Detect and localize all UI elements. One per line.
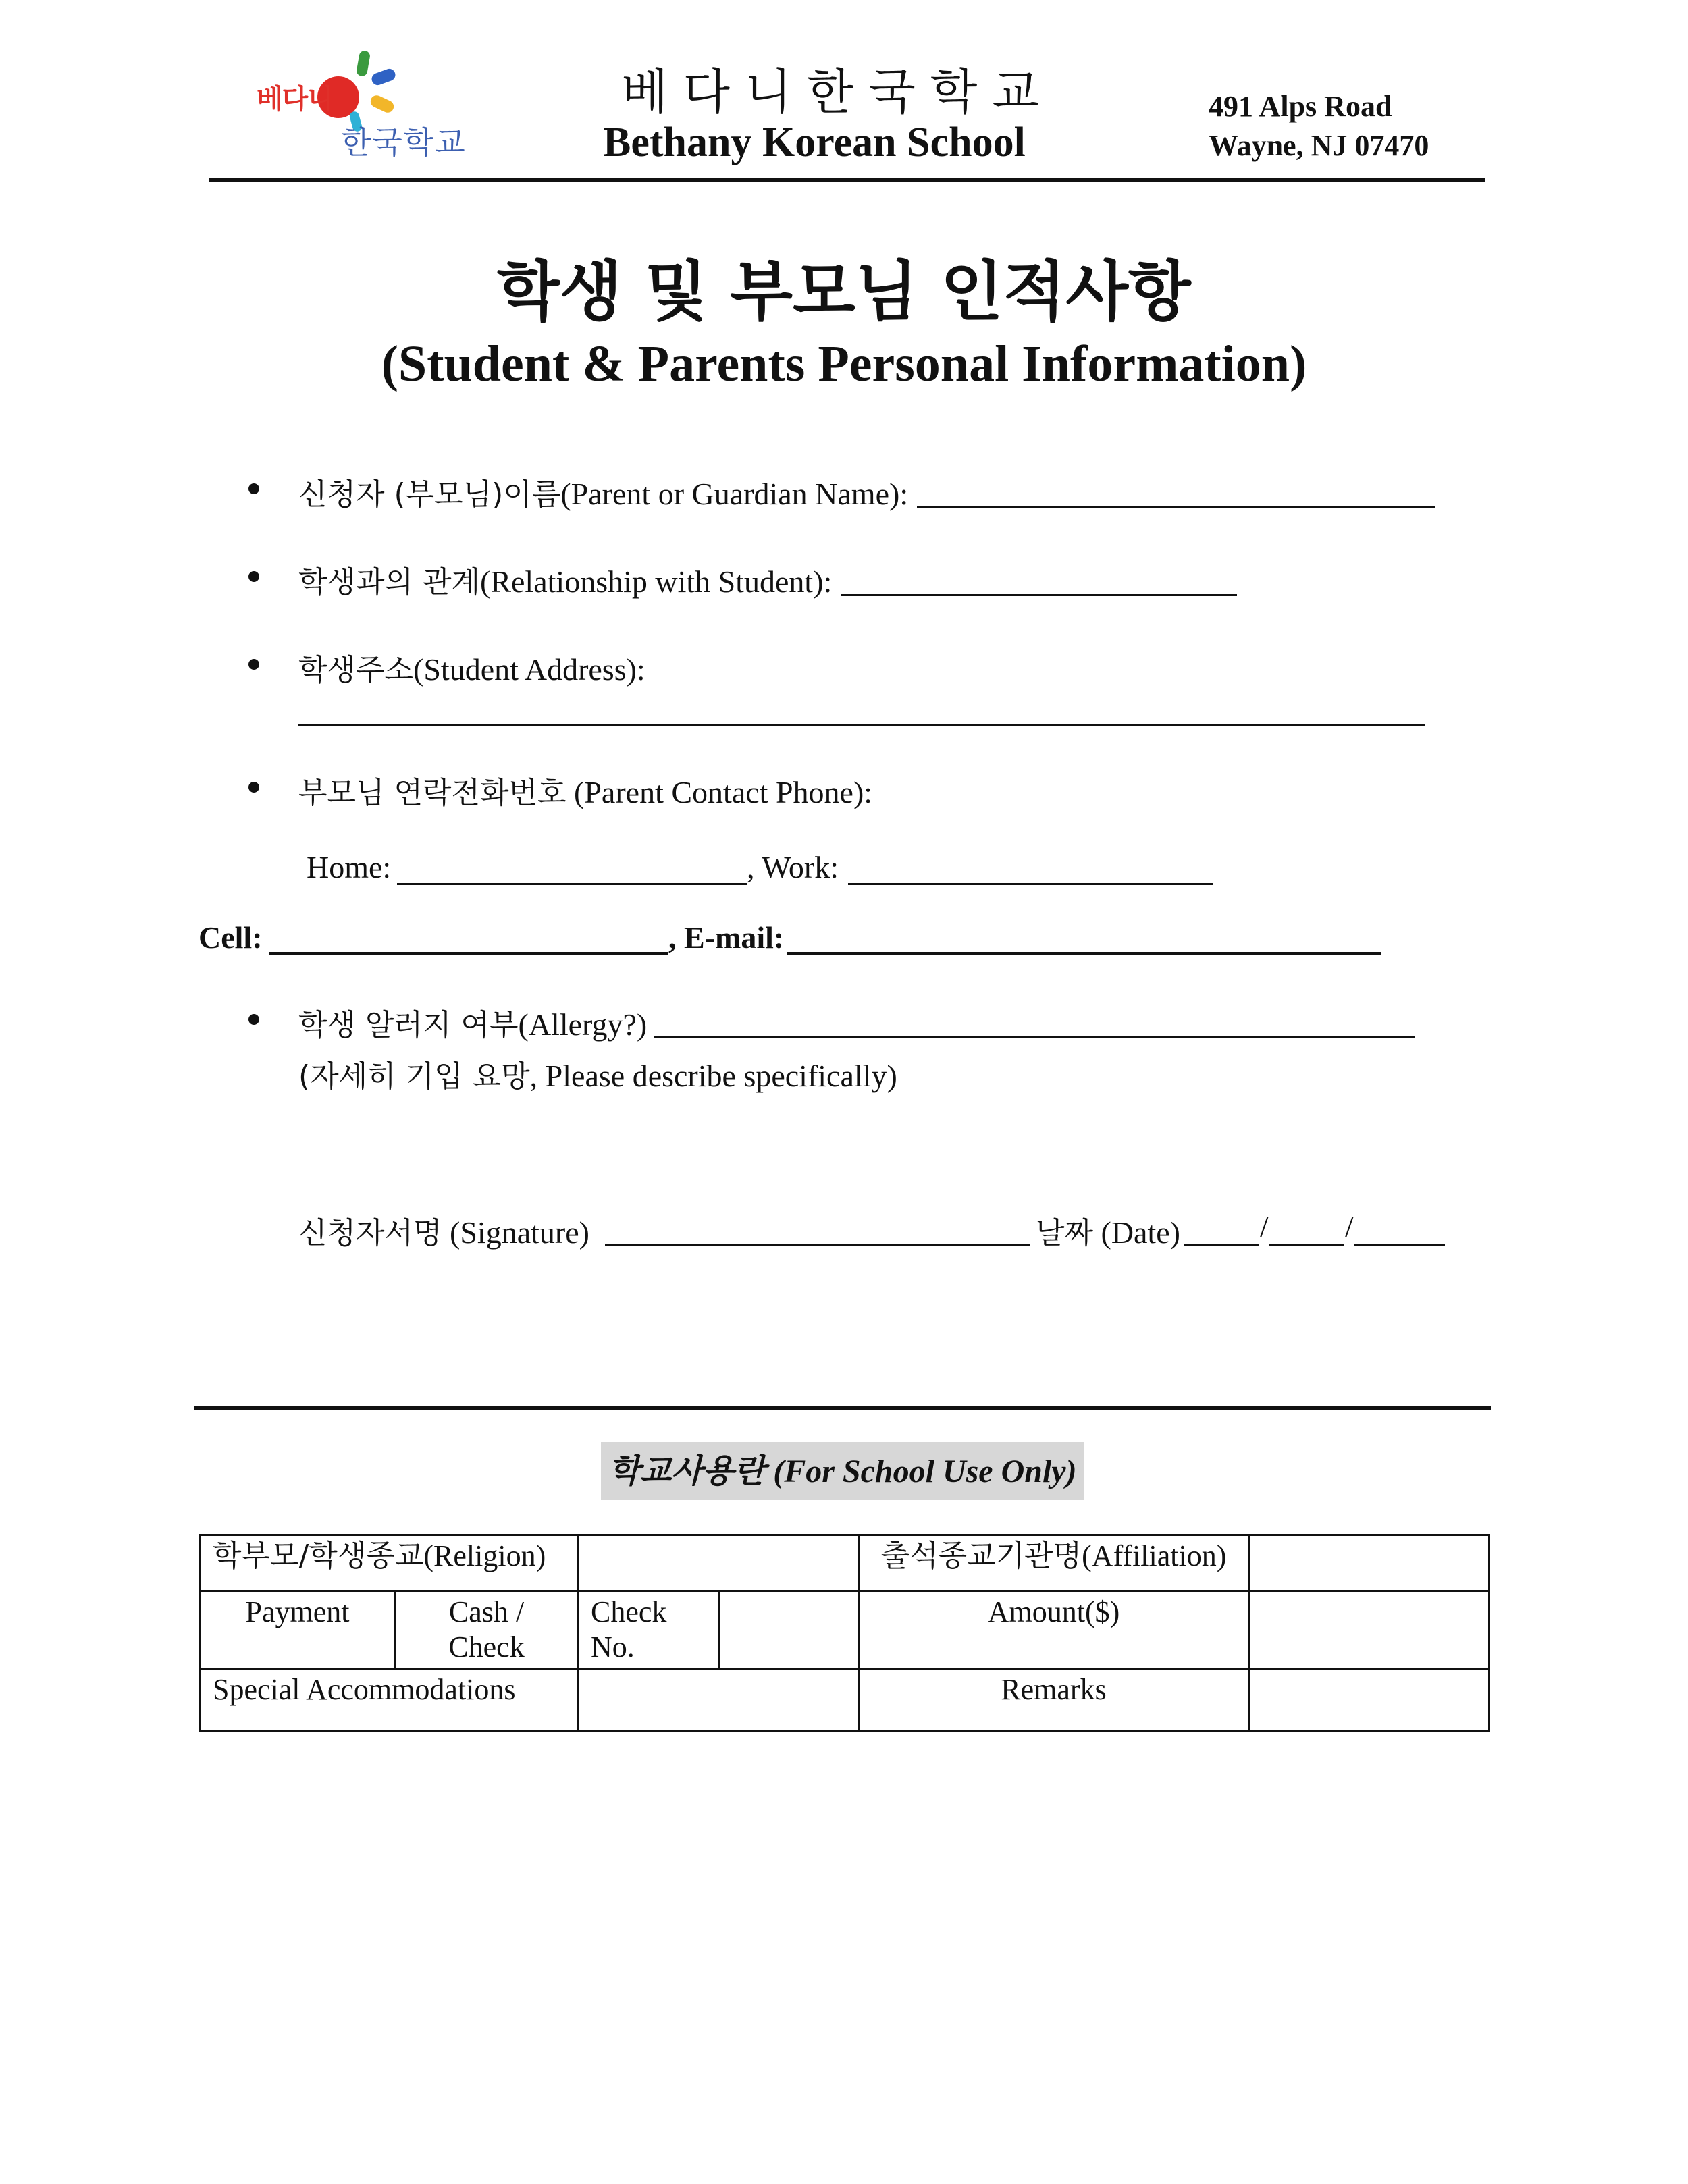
special-accommodations-label-cell xyxy=(200,1669,578,1732)
affiliation-label-en: (Affiliation) xyxy=(1082,1539,1227,1572)
date-month-field[interactable] xyxy=(1184,1244,1259,1246)
allergy-field[interactable] xyxy=(654,1036,1415,1038)
logo-petal-blue xyxy=(370,67,397,86)
religion-label-cell xyxy=(200,1535,578,1591)
date-label-ko: 날짜 xyxy=(1036,1216,1094,1250)
allergy-note xyxy=(298,1052,897,1095)
email-label: , E-mail: xyxy=(668,920,785,955)
special-accommodations-value-cell[interactable] xyxy=(578,1669,859,1732)
logo-petal-yellow xyxy=(369,93,396,115)
parent-name-label-en: (Parent or Guardian Name): xyxy=(560,477,909,511)
parent-name-label xyxy=(298,470,908,513)
payment-label: Payment xyxy=(245,1595,350,1628)
logo-petal-green xyxy=(356,50,371,77)
signature-label-ko: 신청자서명 xyxy=(298,1216,442,1250)
cell-phone-label: Cell: xyxy=(199,920,263,955)
home-phone-field[interactable] xyxy=(397,883,747,885)
date-label-en: (Date) xyxy=(1093,1215,1180,1250)
affiliation-label-cell xyxy=(859,1535,1249,1591)
special-accommodations-label: Special Accommodations xyxy=(213,1673,516,1706)
logo-text-top: 베다니 xyxy=(257,84,333,115)
amount-label: Amount($) xyxy=(987,1595,1120,1628)
signature-field[interactable] xyxy=(605,1244,1030,1246)
religion-label-en: (Religion) xyxy=(423,1539,546,1572)
table-row xyxy=(200,1535,1489,1591)
school-use-heading-en: (For School Use Only) xyxy=(765,1454,1077,1489)
bullet-icon xyxy=(248,571,259,582)
affiliation-label-ko: 출석종교기관명 xyxy=(880,1539,1082,1573)
date-year-field[interactable] xyxy=(1354,1244,1445,1246)
signature-label-en: (Signature) xyxy=(442,1215,589,1250)
amount-label-cell xyxy=(859,1591,1249,1669)
school-use-heading-ko: 학교사용란 xyxy=(608,1452,766,1490)
home-phone-label: Home: xyxy=(307,850,392,884)
remarks-label: Remarks xyxy=(1001,1673,1107,1706)
form-title-korean: 학생 및 부모님 인적사항 xyxy=(497,254,1191,329)
date-label xyxy=(1036,1208,1180,1252)
address-line-2: Wayne, NJ 07470 xyxy=(1209,129,1429,162)
phone-label-ko: 부모님 연락전화번호 xyxy=(298,776,566,810)
work-phone-label: , Work: xyxy=(747,850,839,884)
table-row xyxy=(200,1669,1489,1732)
header-divider xyxy=(209,178,1485,182)
cell-phone-field[interactable] xyxy=(269,952,668,955)
relationship-label-ko: 학생과의 관계 xyxy=(298,565,481,600)
address-label-ko: 학생주소 xyxy=(298,653,414,687)
section-divider xyxy=(194,1406,1491,1410)
address-line-1: 491 Alps Road xyxy=(1209,90,1392,123)
bullet-icon xyxy=(248,1014,259,1025)
allergy-label-ko: 학생 알러지 여부 xyxy=(298,1008,519,1042)
relationship-field[interactable] xyxy=(841,594,1237,596)
check-no-cell xyxy=(578,1591,720,1669)
form-title-english: (Student & Parents Personal Information) xyxy=(381,336,1307,392)
allergy-note-en: , Please describe specifically) xyxy=(529,1059,897,1093)
remarks-value-cell[interactable] xyxy=(1249,1669,1489,1732)
school-name-korean: 베다니한국학교 xyxy=(621,63,1054,120)
allergy-label-en: (Allergy?) xyxy=(518,1007,648,1042)
check-no-line-1: Check xyxy=(591,1595,667,1628)
parent-name-field[interactable] xyxy=(917,506,1435,508)
affiliation-value-cell[interactable] xyxy=(1249,1535,1489,1591)
phone-label-en: (Parent Contact Phone): xyxy=(566,775,873,809)
cash-check-cell xyxy=(396,1591,578,1669)
date-day-field[interactable] xyxy=(1269,1244,1344,1246)
bullet-icon xyxy=(248,483,259,494)
school-name-english: Bethany Korean School xyxy=(603,119,1026,165)
parent-name-label-ko: 신청자 (부모님)이름 xyxy=(298,477,561,512)
email-field[interactable] xyxy=(787,952,1381,955)
check-no-line-2: No. xyxy=(591,1630,635,1663)
payment-label-cell xyxy=(200,1591,396,1669)
signature-label xyxy=(298,1208,589,1252)
amount-value-cell[interactable] xyxy=(1249,1591,1489,1669)
relationship-label xyxy=(298,558,832,601)
remarks-label-cell xyxy=(859,1669,1249,1732)
phone-label xyxy=(298,768,872,811)
table-row xyxy=(200,1591,1489,1669)
allergy-note-ko: (자세히 기입 요망 xyxy=(298,1059,530,1094)
address-field[interactable] xyxy=(298,724,1425,726)
cash-check-line-1: Cash / xyxy=(448,1595,525,1628)
bullet-icon xyxy=(248,659,259,670)
school-use-heading xyxy=(601,1442,1084,1500)
religion-value-cell[interactable] xyxy=(578,1535,859,1591)
school-logo xyxy=(250,51,479,165)
logo-text-bottom: 한국학교 xyxy=(341,124,467,161)
cash-check-line-2: Check xyxy=(448,1630,525,1663)
check-no-value-cell[interactable] xyxy=(720,1591,859,1669)
address-label xyxy=(298,645,645,689)
allergy-label xyxy=(298,1001,647,1044)
bullet-icon xyxy=(248,782,259,793)
school-use-table xyxy=(199,1534,1490,1732)
religion-label-ko: 학부모/학생종교 xyxy=(213,1539,424,1573)
work-phone-field[interactable] xyxy=(848,883,1213,885)
date-separator: / xyxy=(1260,1209,1269,1244)
relationship-label-en: (Relationship with Student): xyxy=(480,564,833,599)
date-separator: / xyxy=(1345,1209,1354,1244)
address-label-en: (Student Address): xyxy=(413,652,645,687)
